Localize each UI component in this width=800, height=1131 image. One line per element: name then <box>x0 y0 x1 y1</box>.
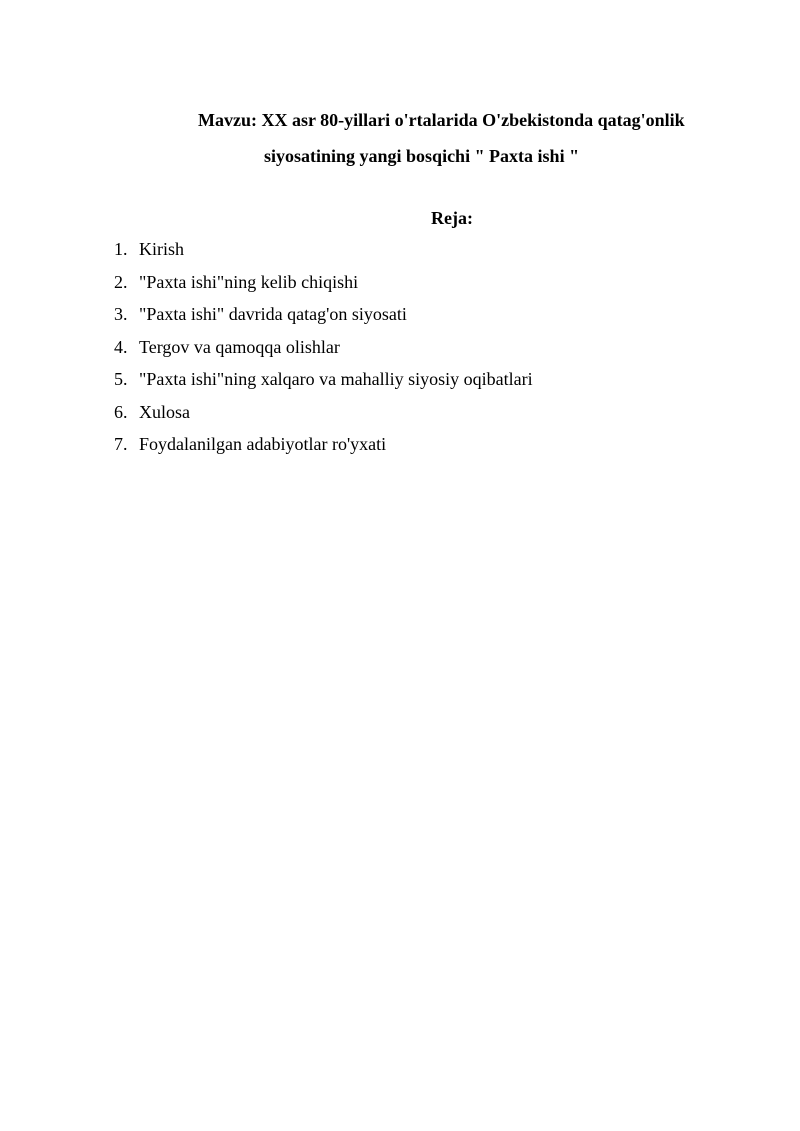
plan-item-number: 7. <box>114 434 128 454</box>
plan-item <box>114 432 533 465</box>
plan-item-number: 2. <box>114 271 128 292</box>
plan-item-text: Tergov va qamoqqa olishlar <box>139 336 340 357</box>
plan-item-number: 3. <box>114 304 128 324</box>
plan-item <box>114 237 533 270</box>
plan-item-text: Foydalanilgan adabiyotlar ro'yxati <box>139 434 387 454</box>
plan-item-number: 6. <box>114 401 128 422</box>
plan-item <box>114 400 533 433</box>
plan-item-text: "Paxta ishi"ning xalqaro va mahalliy siyosiy oqibatlari <box>139 369 533 389</box>
plan-list <box>114 237 533 465</box>
plan-item <box>114 335 533 368</box>
plan-item <box>114 367 533 400</box>
plan-heading: Reja: <box>431 208 473 228</box>
plan-item <box>114 270 533 303</box>
document-title-line-2: siyosatining yangi bosqichi " Paxta ishi " <box>264 146 580 166</box>
plan-item-number: 5. <box>114 369 128 389</box>
document-title-line-1: Mavzu: XX asr 80-yillari o'rtalarida O'zbekistonda qatag'onlik <box>198 110 685 130</box>
plan-item-text: "Paxta ishi" davrida qatag'on siyosati <box>139 304 407 324</box>
plan-item-number: 4. <box>114 336 128 357</box>
plan-item <box>114 302 533 335</box>
plan-item-text: "Paxta ishi"ning kelib chiqishi <box>139 271 359 292</box>
plan-item-text: Kirish <box>139 239 184 259</box>
plan-item-text: Xulosa <box>139 401 190 422</box>
plan-item-number: 1. <box>114 239 128 259</box>
